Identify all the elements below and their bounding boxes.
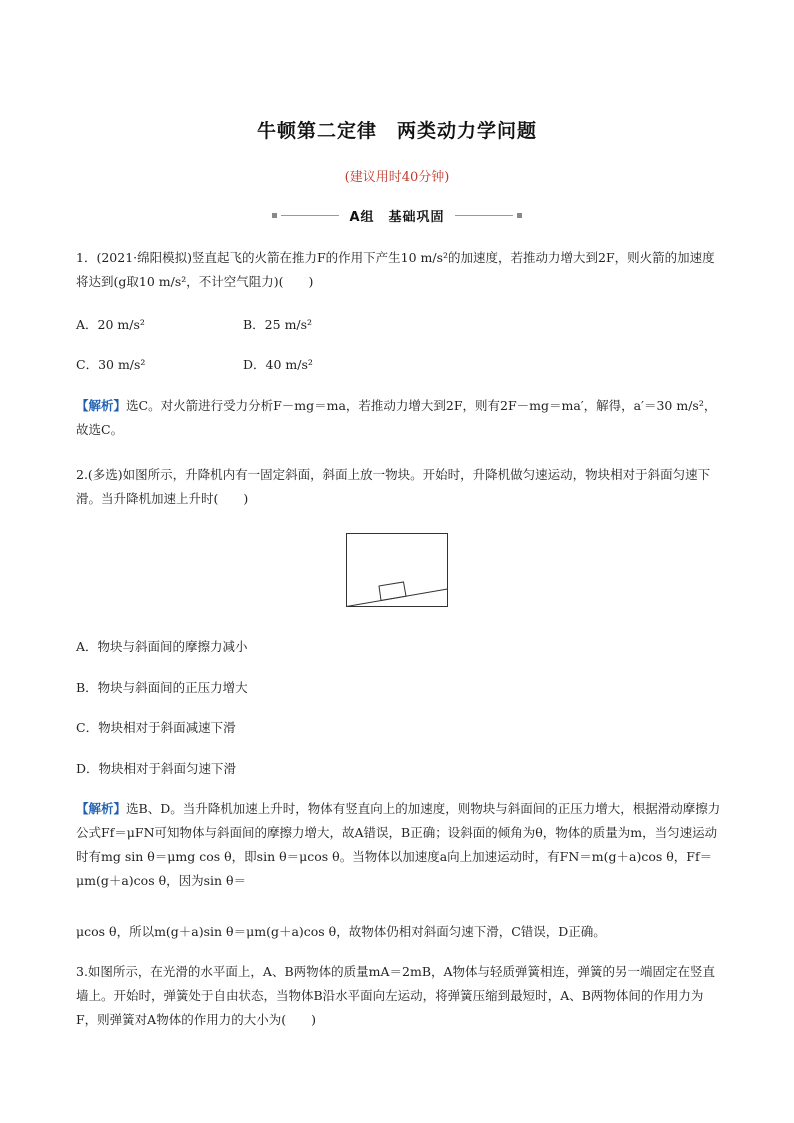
analysis-text: 选C。对火箭进行受力分析F－mg＝ma，若推动力增大到2F，则有2F－mg＝ma′，解得，a′＝30 m/s²，故选C。 <box>76 398 717 437</box>
question-1-option-c: C．30 m/s² <box>76 357 146 372</box>
divider-dot-right <box>517 213 522 218</box>
question-2-option-a: A．物块与斜面间的摩擦力减小 <box>76 639 248 654</box>
divider-line-left <box>281 215 339 216</box>
analysis-text: 选B、D。当升降机加速上升时，物体有竖直向上的加速度，则物块与斜面间的正压力增大，根据滑动摩擦力公式Ff＝μFN可知物体与斜面间的摩擦力增大，故A错误，B正确；设斜面的倾角为θ，物体的质量为m，当匀速运动时有mg sin θ＝μmg cos θ，即sin θ＝μcos θ。当物体以加速度a向上加速运动时，有FN＝m(g＋a)cos θ，Ff＝μm(g＋a)cos θ，因为sin θ＝ <box>76 801 721 888</box>
question-1-option-b: B．25 m/s² <box>243 317 313 332</box>
divider-dot-left <box>272 213 277 218</box>
elevator-incline-figure <box>346 533 448 607</box>
section-divider <box>0 207 794 223</box>
question-2-analysis-continued: μcos θ，所以m(g＋a)sin θ＝μm(g＋a)cos θ，故物体仍相对斜面匀速下滑，C错误，D正确。 <box>76 924 606 939</box>
question-1-option-a: A．20 m/s² <box>76 317 145 332</box>
page-title: 牛顿第二定律 两类动力学问题 <box>256 120 537 142</box>
question-1-stem: 1．(2021·绵阳模拟)竖直起飞的火箭在推力F的作用下产生10 m/s²的加速度，若推动力增大到2F，则火箭的加速度将达到(g取10 m/s²，不计空气阻力)( ) <box>76 250 715 289</box>
question-2-analysis <box>76 797 721 893</box>
question-2-option-d: D．物块相对于斜面匀速下滑 <box>76 761 237 776</box>
question-1-option-d: D．40 m/s² <box>243 357 313 372</box>
analysis-tag: 【解析】 <box>76 801 127 816</box>
block-shape <box>379 582 406 601</box>
question-2-stem: 2.(多选)如图所示，升降机内有一固定斜面，斜面上放一物块。开始时，升降机做匀速运动，物块相对于斜面匀速下滑。当升降机加速上升时( ) <box>76 467 711 506</box>
divider-line-right <box>455 215 513 216</box>
section-label: A组 基础巩固 <box>349 209 445 225</box>
suggested-time: (建议用时40分钟) <box>344 170 450 185</box>
elevator-box <box>347 534 448 607</box>
analysis-tag: 【解析】 <box>76 398 127 413</box>
question-2-option-c: C．物块相对于斜面减速下滑 <box>76 720 236 735</box>
question-2-option-b: B．物块与斜面间的正压力增大 <box>76 680 248 695</box>
question-1-analysis <box>76 394 721 442</box>
question-3-stem: 3.如图所示，在光滑的水平面上，A、B两物体的质量mA＝2mB，A物体与轻质弹簧相连，弹簧的另一端固定在竖直墙上。开始时，弹簧处于自由状态，当物体B沿水平面向左运动，将弹簧压缩到最短时，A、B两物体间的作用力为F，则弹簧对A物体的作用力的大小为( ) <box>76 964 716 1027</box>
